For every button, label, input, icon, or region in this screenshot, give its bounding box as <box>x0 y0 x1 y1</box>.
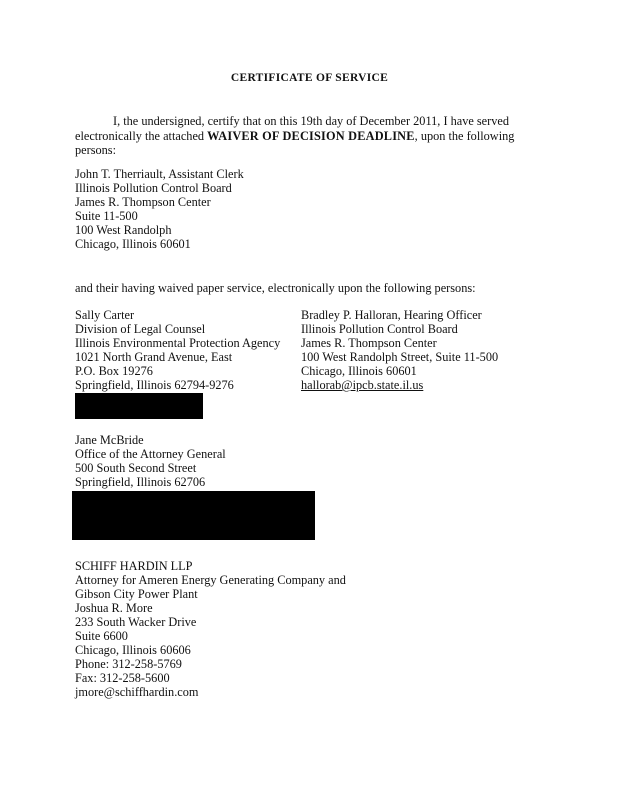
paper-service-statement: and their having waived paper service, electronically upon the following persons: <box>75 281 476 295</box>
address-line: Attorney for Ameren Energy Generating Company and <box>75 573 346 587</box>
attorney-general-block <box>75 433 226 489</box>
address-line: 100 West Randolph <box>75 223 172 237</box>
address-line: 1021 North Grand Avenue, East <box>75 350 233 364</box>
address-line: Illinois Pollution Control Board <box>75 181 232 195</box>
redaction-bar <box>72 491 315 540</box>
statement-text: I, the undersigned, certify that on this 19th day of December 2011, I have served electronically the attached <box>75 114 509 143</box>
email-link[interactable]: jmore@schiffhardin.com <box>75 685 199 699</box>
redaction-bar <box>75 393 203 419</box>
address-line: Suite 11-500 <box>75 209 138 223</box>
document-title: CERTIFICATE OF SERVICE <box>230 72 389 84</box>
address-line: Suite 6600 <box>75 629 128 643</box>
address-line: P.O. Box 19276 <box>75 364 153 378</box>
address-line: 500 South Second Street <box>75 461 197 475</box>
address-line: Springfield, Illinois 62794-9276 <box>75 378 234 392</box>
address-line: 100 West Randolph Street, Suite 11-500 <box>301 350 499 364</box>
address-line: Fax: 312-258-5600 <box>75 671 170 685</box>
statement-text-end: , upon the following persons: <box>75 128 515 157</box>
hearing-officer-block <box>301 308 498 392</box>
address-line: Chicago, Illinois 60606 <box>75 643 191 657</box>
address-line: Bradley P. Halloran, Hearing Officer <box>301 308 482 322</box>
address-line: Gibson City Power Plant <box>75 587 198 601</box>
address-line: Illinois Pollution Control Board <box>301 322 458 336</box>
address-line: James R. Thompson Center <box>75 195 211 209</box>
address-line: Jane McBride <box>75 433 144 447</box>
epa-recipient-block <box>75 308 280 392</box>
address-line: 233 South Wacker Drive <box>75 615 197 629</box>
address-line: Joshua R. More <box>75 601 153 615</box>
address-line: Division of Legal Counsel <box>75 322 206 336</box>
address-line: Sally Carter <box>75 308 135 322</box>
address-line: Office of the Attorney General <box>75 447 226 461</box>
address-line: Chicago, Illinois 60601 <box>301 364 417 378</box>
document-name: WAIVER OF DECISION DEADLINE <box>207 128 415 143</box>
address-line: James R. Thompson Center <box>301 336 437 350</box>
service-statement <box>75 114 515 158</box>
address-line: Chicago, Illinois 60601 <box>75 237 191 251</box>
address-line: Springfield, Illinois 62706 <box>75 475 206 489</box>
email-link[interactable]: hallorab@ipcb.state.il.us <box>301 378 424 392</box>
address-line: John T. Therriault, Assistant Clerk <box>75 167 244 181</box>
address-line: SCHIFF HARDIN LLP <box>75 559 193 573</box>
schiff-hardin-block <box>75 559 346 699</box>
address-line: Phone: 312-258-5769 <box>75 657 182 671</box>
address-line: Illinois Environmental Protection Agency <box>75 336 281 350</box>
clerk-address-block <box>75 167 244 251</box>
